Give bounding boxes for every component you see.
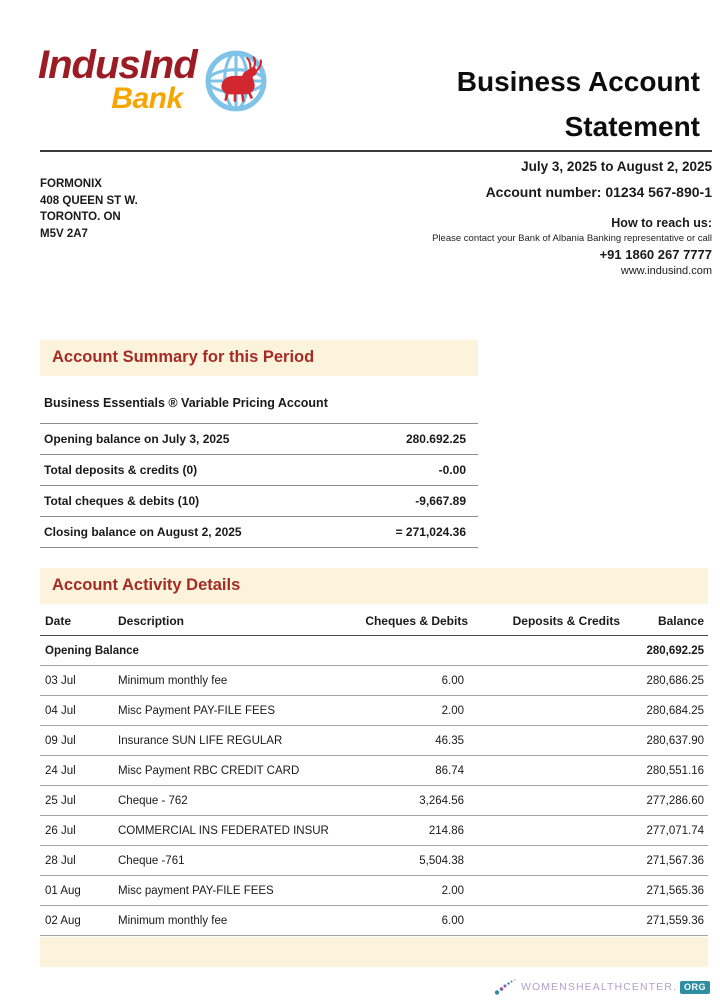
- transaction-balance: 271,565.36: [620, 876, 708, 906]
- transaction-balance: 280,686.25: [620, 666, 708, 696]
- dots-swirl-icon: [494, 978, 518, 996]
- transaction-credit: [468, 816, 620, 846]
- transaction-date: 03 Jul: [40, 666, 118, 696]
- summary-value: = 271,024.36: [351, 517, 478, 548]
- transaction-date: 28 Jul: [40, 846, 118, 876]
- transaction-balance: 277,286.60: [620, 786, 708, 816]
- transaction-credit: [468, 846, 620, 876]
- transaction-row: [40, 876, 708, 906]
- transaction-row: [40, 726, 708, 756]
- reach-us-heading: How to reach us:: [611, 216, 712, 230]
- transaction-debit: 3,264.56: [330, 786, 468, 816]
- transaction-description: Cheque - 762: [118, 786, 330, 816]
- transaction-date: 25 Jul: [40, 786, 118, 816]
- transaction-balance: 280,684.25: [620, 696, 708, 726]
- transaction-description: Minimum monthly fee: [118, 666, 330, 696]
- transaction-date: 04 Jul: [40, 696, 118, 726]
- watermark: [0, 978, 710, 996]
- opening-balance-row: [40, 636, 708, 666]
- transaction-balance: 280,637.90: [620, 726, 708, 756]
- transaction-row: [40, 816, 708, 846]
- transaction-description: COMMERCIAL INS FEDERATED INSUR: [118, 816, 330, 846]
- account-summary-section: [40, 340, 478, 548]
- statement-period: July 3, 2025 to August 2, 2025: [521, 159, 712, 174]
- transaction-row: [40, 786, 708, 816]
- customer-address-line2: TORONTO. ON: [40, 211, 121, 224]
- bank-name-sub: Bank: [111, 82, 183, 115]
- opening-balance-label: Opening Balance: [40, 636, 330, 666]
- summary-label: Total deposits & credits (0): [40, 455, 351, 486]
- transaction-balance: 277,071.74: [620, 816, 708, 846]
- summary-value: -9,667.89: [351, 486, 478, 517]
- column-header-date: Date: [40, 604, 118, 636]
- transaction-credit: [468, 876, 620, 906]
- statement-meta-block: [432, 156, 712, 292]
- transaction-debit: 5,504.38: [330, 846, 468, 876]
- transaction-description: Minimum monthly fee: [118, 906, 330, 936]
- summary-heading-band: Account Summary for this Period: [40, 340, 478, 376]
- watermark-badge: ORG: [680, 981, 710, 994]
- transaction-balance: 271,567.36: [620, 846, 708, 876]
- transaction-debit: 6.00: [330, 666, 468, 696]
- summary-row: [40, 486, 478, 517]
- transaction-debit: 2.00: [330, 696, 468, 726]
- customer-name: FORMONIX: [40, 178, 102, 190]
- customer-address-block: [40, 176, 138, 292]
- footer-band: [40, 937, 708, 967]
- transaction-credit: [468, 786, 620, 816]
- account-type-label: Business Essentials ® Variable Pricing Account: [44, 396, 328, 410]
- reach-us-note: Please contact your Bank of Albania Banking representative or call: [432, 233, 712, 244]
- account-number: Account number: 01234 567-890-1: [485, 184, 712, 200]
- transaction-date: 26 Jul: [40, 816, 118, 846]
- activity-heading-band: Account Activity Details: [40, 568, 708, 604]
- transaction-description: Misc Payment RBC CREDIT CARD: [118, 756, 330, 786]
- transaction-date: 01 Aug: [40, 876, 118, 906]
- transaction-row: [40, 696, 708, 726]
- transaction-description: Cheque -761: [118, 846, 330, 876]
- transaction-credit: [468, 726, 620, 756]
- column-header-balance: Balance: [620, 604, 708, 636]
- transaction-row: [40, 846, 708, 876]
- bank-name: IndusInd: [38, 43, 197, 87]
- summary-label: Closing balance on August 2, 2025: [40, 517, 351, 548]
- summary-label: Opening balance on July 3, 2025: [40, 424, 351, 455]
- summary-row: [40, 517, 478, 548]
- transaction-description: Misc Payment PAY-FILE FEES: [118, 696, 330, 726]
- summary-row: [40, 455, 478, 486]
- transaction-debit: 46.35: [330, 726, 468, 756]
- statement-info-row: [0, 152, 720, 292]
- transaction-row: [40, 906, 708, 936]
- customer-address-line3: M5V 2A7: [40, 228, 88, 241]
- opening-balance-debit: [330, 636, 468, 666]
- transaction-debit: 86.74: [330, 756, 468, 786]
- transaction-debit: 214.86: [330, 816, 468, 846]
- column-header-deposits-credits: Deposits & Credits: [468, 604, 620, 636]
- document-title: [457, 60, 700, 150]
- customer-address-line1: 408 QUEEN ST W.: [40, 194, 138, 207]
- summary-value: -0.00: [351, 455, 478, 486]
- transaction-credit: [468, 756, 620, 786]
- transaction-description: Misc payment PAY-FILE FEES: [118, 876, 330, 906]
- account-activity-section: [40, 568, 708, 967]
- document-title-line2: Statement: [564, 110, 700, 142]
- transaction-row: [40, 666, 708, 696]
- summary-value: 280.692.25: [351, 424, 478, 455]
- bank-logo-text: [38, 43, 197, 115]
- transaction-credit: [468, 906, 620, 936]
- transaction-date: 24 Jul: [40, 756, 118, 786]
- summary-label: Total cheques & debits (10): [40, 486, 351, 517]
- bank-logo: [38, 43, 269, 115]
- opening-balance-value: 280,692.25: [620, 636, 708, 666]
- transaction-debit: 2.00: [330, 876, 468, 906]
- transaction-date: 09 Jul: [40, 726, 118, 756]
- transaction-row: [40, 756, 708, 786]
- transaction-credit: [468, 696, 620, 726]
- summary-row: [40, 424, 478, 455]
- document-title-line1: Business Account: [456, 66, 700, 97]
- contact-phone: +91 1860 267 7777: [599, 247, 712, 262]
- transaction-credit: [468, 666, 620, 696]
- activity-table: [40, 604, 708, 936]
- activity-header-row: [40, 604, 708, 636]
- transaction-description: Insurance SUN LIFE REGULAR: [118, 726, 330, 756]
- column-header-cheques-debits: Cheques & Debits: [330, 604, 468, 636]
- summary-table: [40, 423, 478, 548]
- watermark-text: WOMENSHEALTHCENTER.: [520, 981, 677, 993]
- globe-bull-icon: [203, 48, 269, 114]
- transaction-balance: 271,559.36: [620, 906, 708, 936]
- column-header-description: Description: [118, 604, 330, 636]
- transaction-debit: 6.00: [330, 906, 468, 936]
- opening-balance-credit: [468, 636, 620, 666]
- bank-website: www.indusind.com: [620, 265, 712, 277]
- transaction-balance: 280,551.16: [620, 756, 708, 786]
- transaction-date: 02 Aug: [40, 906, 118, 936]
- page-header: [0, 0, 720, 150]
